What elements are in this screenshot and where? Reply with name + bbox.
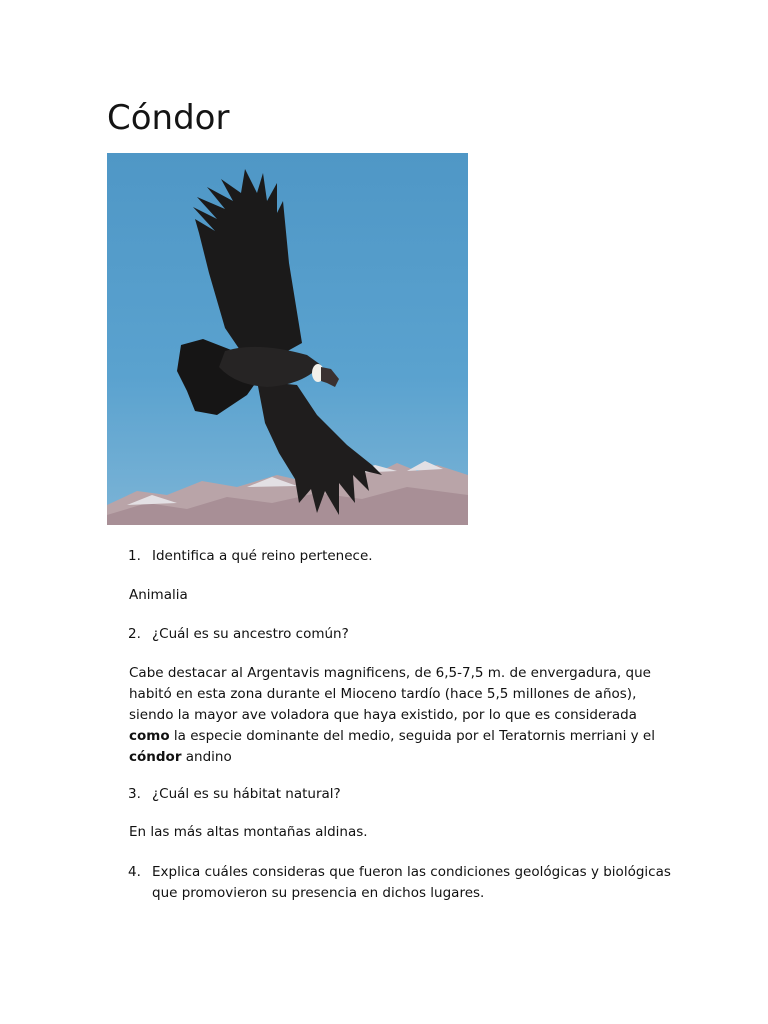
- page-title: Cóndor: [107, 98, 230, 138]
- answer-2-text-cont: la especie dominante del medio, seguida por el Teratornis merriani y el: [169, 728, 655, 744]
- question-number: 2.: [128, 626, 141, 642]
- question-number: 4.: [128, 864, 141, 880]
- condor-photo: [107, 153, 468, 525]
- answer-2-bold-condor: cóndor: [129, 749, 182, 765]
- answer-2-text-end: andino: [181, 749, 232, 765]
- answer-2: [129, 663, 669, 768]
- question-text: Explica cuáles consideras que fueron las condiciones geológicas y biológicas que promovieron su presencia en dichos lugares.: [152, 864, 671, 901]
- question-text: Identifica a qué reino pertenece.: [152, 548, 373, 564]
- question-text: ¿Cuál es su ancestro común?: [152, 626, 349, 642]
- question-4: [128, 862, 688, 904]
- question-2: [128, 624, 688, 645]
- question-number: 3.: [128, 786, 141, 802]
- question-3: [128, 784, 688, 805]
- question-text: ¿Cuál es su hábitat natural?: [152, 786, 341, 802]
- answer-1: Animalia: [129, 587, 188, 603]
- answer-3: En las más altas montañas aldinas.: [129, 824, 368, 840]
- answer-2-text: Cabe destacar al Argentavis magnificens, de 6,5-7,5 m. de envergadura, que habitó en esta zona durante el Mioceno tardío (hace 5,5 millones de años), siendo la mayor ave voladora que haya existido, por lo que es considerada: [129, 665, 651, 723]
- question-number: 1.: [128, 548, 141, 564]
- question-1: [128, 546, 688, 567]
- answer-2-bold-como: como: [129, 728, 170, 744]
